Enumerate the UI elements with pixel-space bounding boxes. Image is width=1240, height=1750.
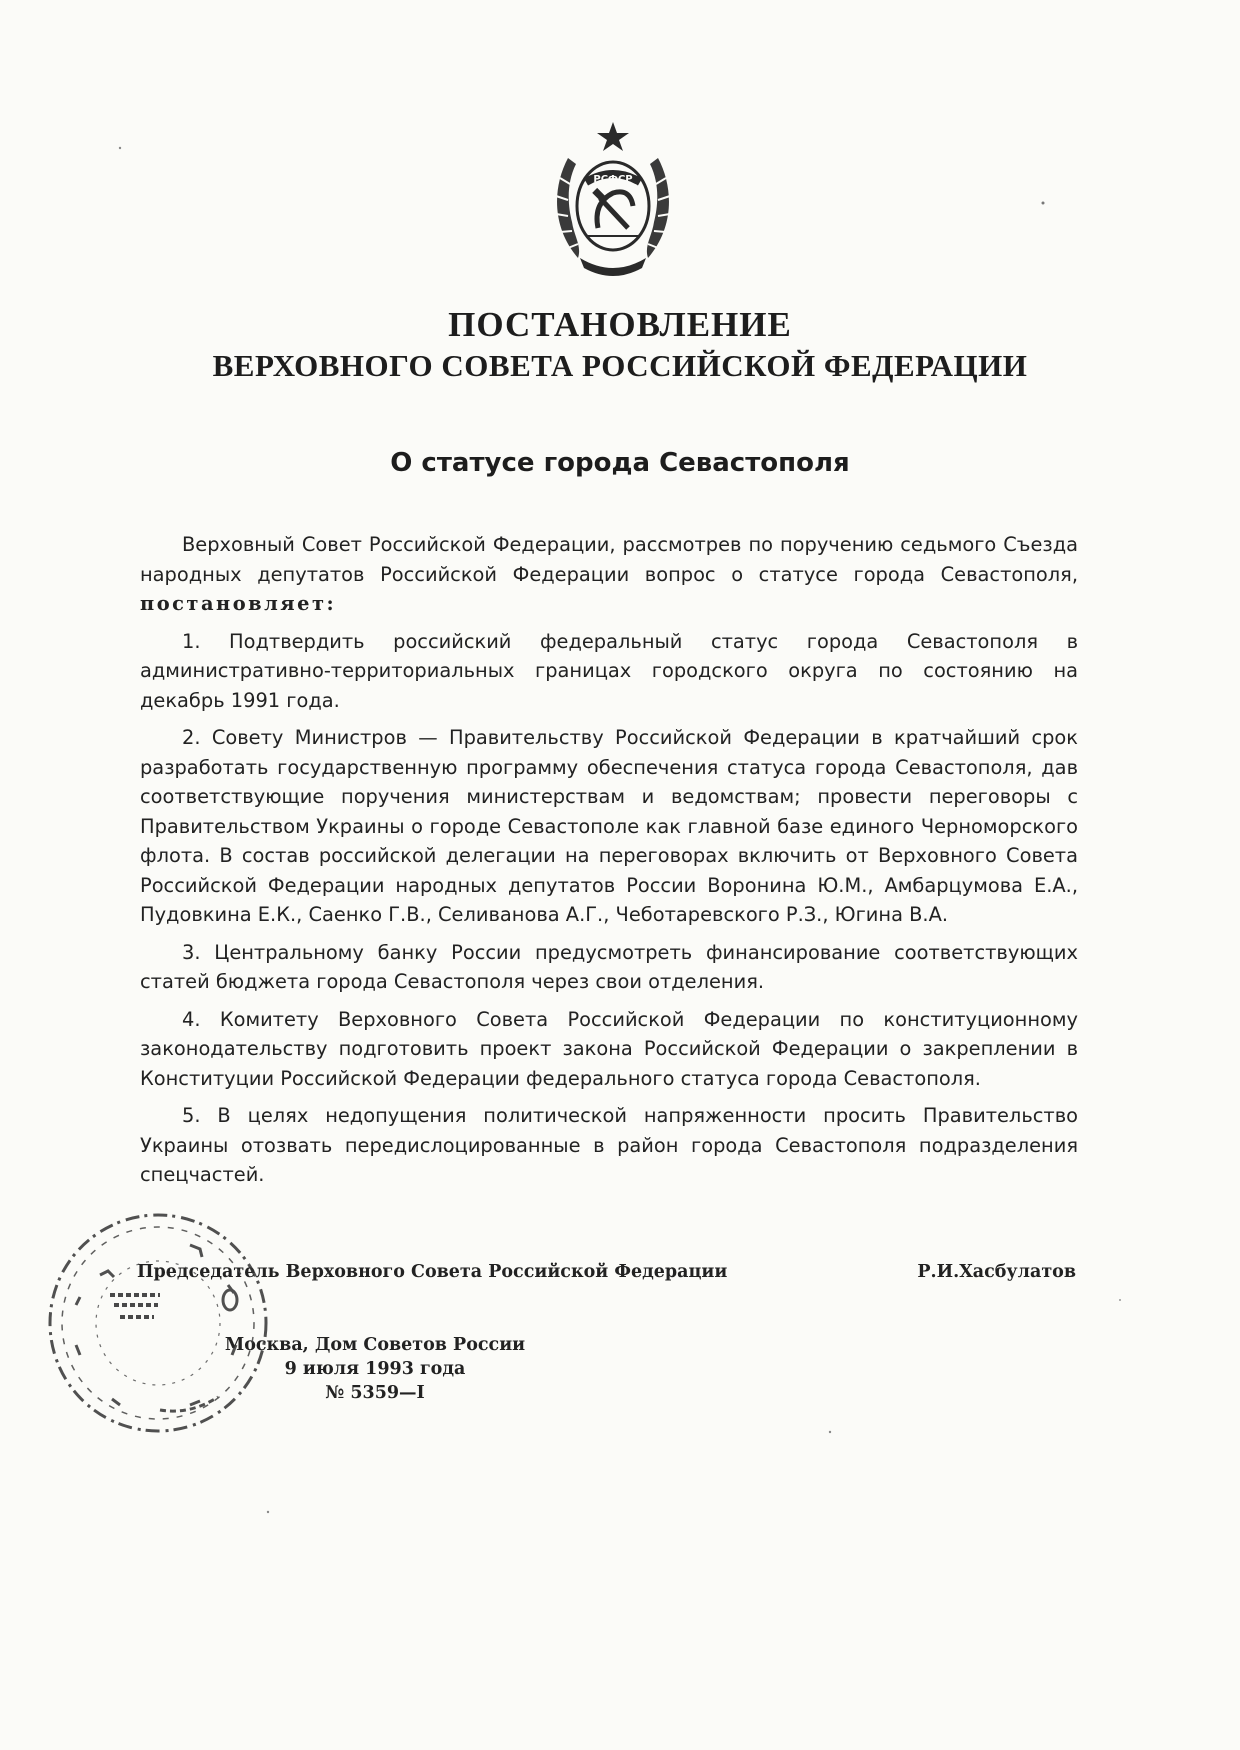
document-number: № 5359—I xyxy=(325,1383,425,1403)
place-location: Москва, Дом Советов России xyxy=(224,1335,526,1355)
document-title: ПОСТАНОВЛЕНИЕ xyxy=(448,305,792,344)
document-subject: О статусе города Севастополя xyxy=(390,448,850,478)
document-body xyxy=(140,530,1078,1198)
preamble-decree: постановляет: xyxy=(140,592,337,615)
preamble-paragraph xyxy=(140,530,1078,619)
document-subtitle: ВЕРХОВНОГО СОВЕТА РОССИЙСКОЙ ФЕДЕРАЦИИ xyxy=(212,348,1028,383)
item-4-paragraph: 4. Комитету Верховного Совета Российской Федерации по конституционному законодательству подготовить проект закона Российской Федерации о закреплении в Конституции Российской Федерации федерального статуса города Севастополя. xyxy=(140,1007,1078,1090)
item-2-paragraph: 2. Совету Министров — Правительству Российской Федерации в кратчайший срок разработать государственную программу обеспечения статуса города Севастополя, дав соответствующие поручения министерствам и ведомствам; провести переговоры с Правительством Украины о городе Севастополе как главной базе единого Черноморского флота. В состав российской делегации на переговорах включить от Верховного Совета Российской Федерации народных депутатов России Воронина Ю.М., Амбарцумова Е.А., Пудовкина Е.К., Саенко Г.В., Селиванова А.Г., Чеботаревского Р.З., Югина В.А. xyxy=(140,726,1078,926)
preamble-text: Верховный Совет Российской Федерации, рассмотрев по поручению седьмого Съезда народных депутатов Российской Федерации вопрос о статусе города Севастополя, xyxy=(140,533,1078,586)
official-seal-stamp-icon xyxy=(40,1205,280,1440)
emblem-inscription: РСФСР xyxy=(593,174,633,185)
item-3-paragraph: 3. Центральному банку России предусмотреть финансирование соответствующих статей бюджета города Севастополя через свои отделения. xyxy=(140,940,1078,993)
item-5-paragraph: 5. В целях недопущения политической напряженности просить Правительство Украины отозвать передислоцированные в район города Севастополя подразделения спецчастей. xyxy=(140,1104,1078,1186)
signatory-name: Р.И.Хасбулатов xyxy=(917,1262,1076,1282)
place-date: 9 июля 1993 года xyxy=(284,1359,466,1379)
signatory-position: Председатель Верховного Совета Российской Федерации xyxy=(137,1262,728,1282)
item-1-paragraph: 1. Подтвердить российский федеральный статус города Севастополя в административно-территориальных границах городского округа по состоянию на декабрь 1991 года. xyxy=(140,629,1078,712)
rsfsr-emblem-icon xyxy=(538,118,688,278)
